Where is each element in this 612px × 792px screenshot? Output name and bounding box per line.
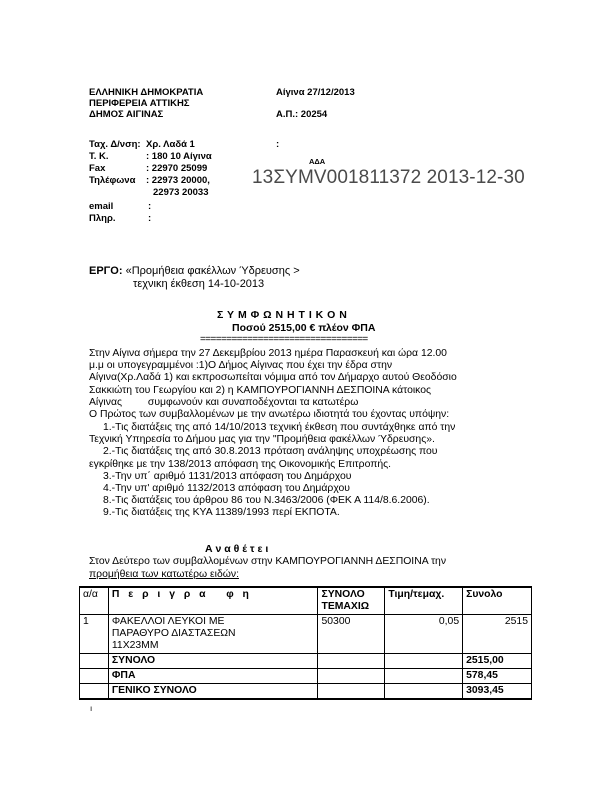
grand-total-row	[80, 684, 532, 700]
empty-cell	[318, 669, 385, 684]
vat-row	[80, 669, 532, 684]
body-line: Αίγινα(Χρ.Λαδά 1) και εκπροσωπείται νόμιμα από τον Δήμαρχο αυτού Θεοδόσιο	[89, 372, 457, 384]
body-line: Αίγινας συμφωνούν και συναποδέχονται τα κατωτέρω	[89, 396, 359, 408]
clauses-list	[89, 422, 455, 520]
body-line: μ.μ οι υπογεγραμμένοι :1)Ο Δήμος Αίγινας που έχει την έδρα στην	[89, 360, 393, 372]
body-line: Σακκιώτη του Γεωργίου και 2) η ΚΑΜΠΟΥΡΟΓΙΑΝΝΗ ΔΕΣΠΟΙΝΑ κάτοικος	[89, 384, 432, 396]
empty-cell	[385, 654, 463, 669]
clause-1-cont: Τεχνική Υπηρεσία το Δήμου μας για την "Προμήθεια φακέλλων Ύδρευσης».	[89, 434, 435, 446]
contract-amount: Ποσού 2515,00 € πλέον ΦΠΑ	[232, 322, 376, 334]
cell-total: 2515	[463, 615, 532, 654]
project-title-line1: «Προμήθεια φακέλλων Ύδρευσης >	[125, 265, 300, 277]
ada-stamp: 13ΣΥΜV001811372 2013-12-30	[252, 167, 525, 188]
empty-cell	[80, 669, 109, 684]
description-line: ΦΑΚΕΛΛΟΙ ΛΕΥΚΟΙ ΜΕ	[111, 616, 225, 627]
org-block	[89, 87, 203, 120]
description-line: 11Χ23ΜΜ	[111, 640, 159, 651]
col-header-qty: ΣΥΝΟΛΟ ΤΕΜΑΧΙΩ	[318, 587, 385, 615]
assigns-title: Α ν α θ έ τ ε ι	[205, 543, 269, 555]
address-label: Ταχ. Δ/νση:	[89, 139, 141, 150]
assigns-line1: Στον Δεύτερο των συμβαλλομένων στην ΚΑΜΠΟΥΡΟΓΙΑΝΝΗ ΔΕΣΠΟΙΝΑ την	[89, 556, 447, 567]
clause-8: 8.-Τις διατάξεις του άρθρου 86 του Ν.3463/2006 (ΦΕΚ Α 114/8.6.2006).	[103, 495, 430, 507]
protocol-number: Α.Π.: 20254	[276, 109, 328, 120]
subtotal-row	[80, 654, 532, 669]
empty-cell	[80, 684, 109, 700]
org-line-municipality: ΔΗΜΟΣ ΑΙΓΙΝΑΣ	[89, 109, 164, 120]
assigns-line2: προμήθεια των κατωτέρω ειδών:	[89, 569, 239, 580]
project-title-line2: τεχνικη έκθεση 14-10-2013	[133, 278, 265, 290]
subtotal-label: ΣΥΝΟΛΟ	[108, 654, 318, 669]
empty-cell	[385, 669, 463, 684]
grand-total-value: 3093,45	[463, 684, 532, 700]
phone-value-2: 22973 20033	[153, 187, 209, 198]
project-block	[89, 265, 300, 278]
cell-description	[108, 615, 318, 654]
fax-value: : 22970 25099	[146, 163, 208, 174]
empty-cell	[385, 684, 463, 700]
body-line: Ο Πρώτος των συμβαλλομένων με την ανωτέρω ιδιοτητά του έχοντας υπόψην:	[89, 409, 450, 421]
project-label: ΕΡΓΟ:	[89, 265, 123, 277]
zip-label: Τ. Κ.	[89, 151, 109, 162]
clause-1: 1.-Τις διατάξεις της από 14/10/2013 τεχνική έκθεση που συντάχθηκε από την	[103, 422, 456, 433]
clause-9: 9.-Τις διατάξεις της ΚΥΑ 11389/1993 περί ΕΚΠΟΤΑ.	[103, 507, 340, 519]
vat-value: 578,45	[463, 669, 532, 684]
info-label: Πληρ.	[89, 213, 116, 224]
contract-title: Σ Υ Μ Φ Ω Ν Η Τ Ι Κ Ο Ν	[217, 309, 348, 321]
body-line: Στην Αίγινα σήμερα την 27 Δεκεμβρίου 2013 ημέρα Παρασκευή και ώρα 12.00	[89, 348, 447, 359]
description-line: ΠΑΡΑΘΥΡΟ ΔΙΑΣΤΑΣΕΩΝ	[111, 628, 236, 639]
clause-4: 4.-Την υπ' αριθμό 1132/2013 απόφαση του Δημάρχου	[103, 483, 350, 495]
cell-qty: 50300	[318, 615, 385, 654]
cell-unit-price: 0,05	[385, 615, 463, 654]
phone-value-1: : 22973 20000,	[146, 175, 210, 186]
clause-2-cont: εγκρίθηκε με την 138/2013 απόφαση της Οικονομικής Επιτροπής.	[89, 458, 392, 470]
empty-cell	[318, 684, 385, 700]
vat-label: ΦΠΑ	[108, 669, 318, 684]
email-value: :	[148, 201, 152, 212]
subtotal-value: 2515,00	[463, 654, 532, 669]
side-colon: :	[276, 139, 280, 150]
contract-separator: ================================	[200, 334, 368, 345]
grand-total-label: ΓΕΝΙΚΟ ΣΥΝΟΛΟ	[108, 684, 318, 700]
footer-mark: ı	[90, 704, 93, 713]
fax-label: Fax	[89, 163, 106, 174]
clause-2: 2.-Τις διατάξεις της από 30.8.2013 πρόταση ανάληψης υποχρέωσης που	[103, 446, 438, 458]
col-header-description: Π ε ρ ι γ ρ α φ η	[108, 587, 318, 615]
date-place: Αίγινα 27/12/2013	[276, 87, 355, 98]
phone-label: Τηλέφωνα	[89, 175, 136, 186]
cell-no: 1	[80, 615, 109, 654]
empty-cell	[318, 654, 385, 669]
clause-3: 3.-Την υπ΄ αριθμό 1131/2013 απόφαση του Δημάρχου	[103, 470, 352, 482]
table-row	[80, 615, 532, 654]
info-value: :	[148, 213, 152, 224]
col-header-no: α/α	[80, 587, 109, 615]
org-line-country: ΕΛΛΗΝΙΚΗ ΔΗΜΟΚΡΑΤΙΑ	[89, 87, 204, 98]
zip-value: : 180 10 Αίγινα	[146, 151, 212, 162]
empty-cell	[80, 654, 109, 669]
col-header-total: Συνολο	[463, 587, 532, 615]
items-table	[79, 586, 532, 700]
table-header-row	[80, 587, 532, 615]
org-line-region: ΠΕΡΙΦΕΡΕΙΑ ΑΤΤΙΚΗΣ	[89, 98, 190, 109]
ada-label: ΑΔΑ	[309, 157, 326, 166]
address-value: Χρ. Λαδά 1	[146, 139, 195, 150]
email-label: email	[89, 201, 114, 212]
col-header-unit-price: Τιμη/τεμαχ.	[385, 587, 463, 615]
body-paragraph	[89, 348, 457, 421]
